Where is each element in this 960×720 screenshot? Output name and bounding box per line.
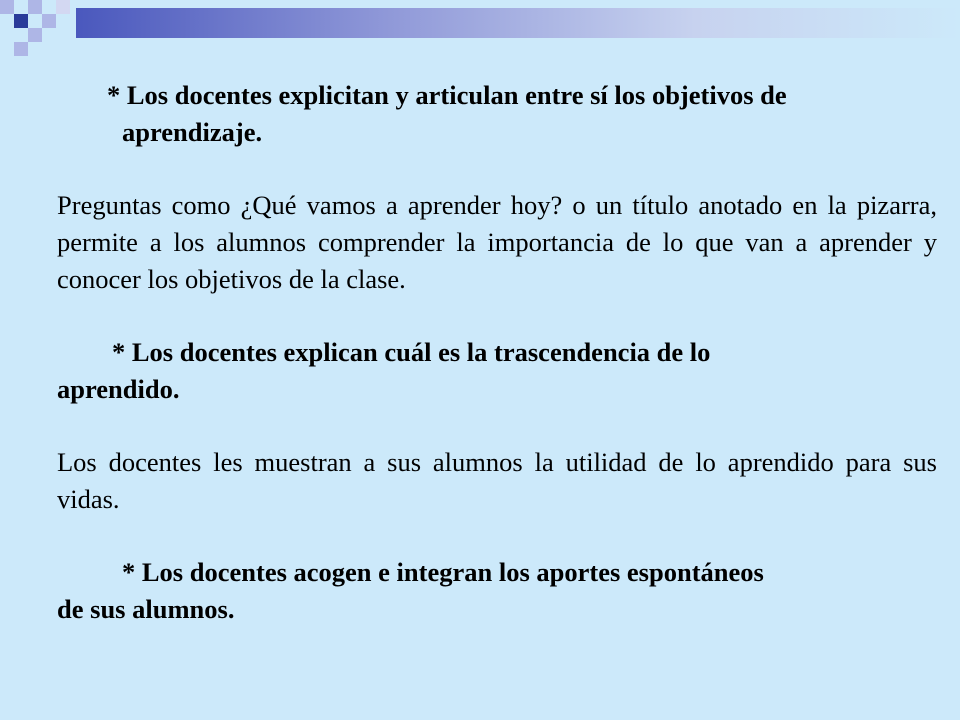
bullet-trascendencia-line1: * Los docentes explican cuál es la trascendencia de lo [112, 337, 711, 367]
slide-content [57, 77, 937, 628]
deco-square [28, 0, 42, 14]
deco-square [14, 42, 28, 56]
deco-square [28, 28, 42, 42]
deco-square [56, 0, 70, 14]
bullet-trascendencia [57, 334, 937, 408]
deco-square [14, 14, 28, 28]
paragraph-utilidad: Los docentes les muestran a sus alumnos la utilidad de lo aprendido para sus vidas. [57, 447, 937, 514]
bullet-objetivos [57, 77, 937, 151]
bullet-aportes-line1: * Los docentes acogen e integran los aportes espontáneos [122, 557, 764, 587]
bullet-aportes-line2: de sus alumnos. [57, 594, 235, 624]
bullet-aportes [57, 554, 937, 628]
bullet-objetivos-line1: * Los docentes explicitan y articulan entre sí los objetivos de [107, 80, 787, 110]
header-gradient-band [76, 8, 960, 38]
bullet-objetivos-line2: aprendizaje. [122, 117, 263, 147]
deco-square [0, 0, 14, 14]
deco-square [42, 14, 56, 28]
corner-decoration [0, 0, 80, 60]
paragraph-preguntas: Preguntas como ¿Qué vamos a aprender hoy? o un título anotado en la pizarra, permite a los alumnos comprender la importancia de lo que van a aprender y conocer los objetivos de la clase. [57, 190, 937, 294]
bullet-trascendencia-line2: aprendido. [57, 374, 180, 404]
